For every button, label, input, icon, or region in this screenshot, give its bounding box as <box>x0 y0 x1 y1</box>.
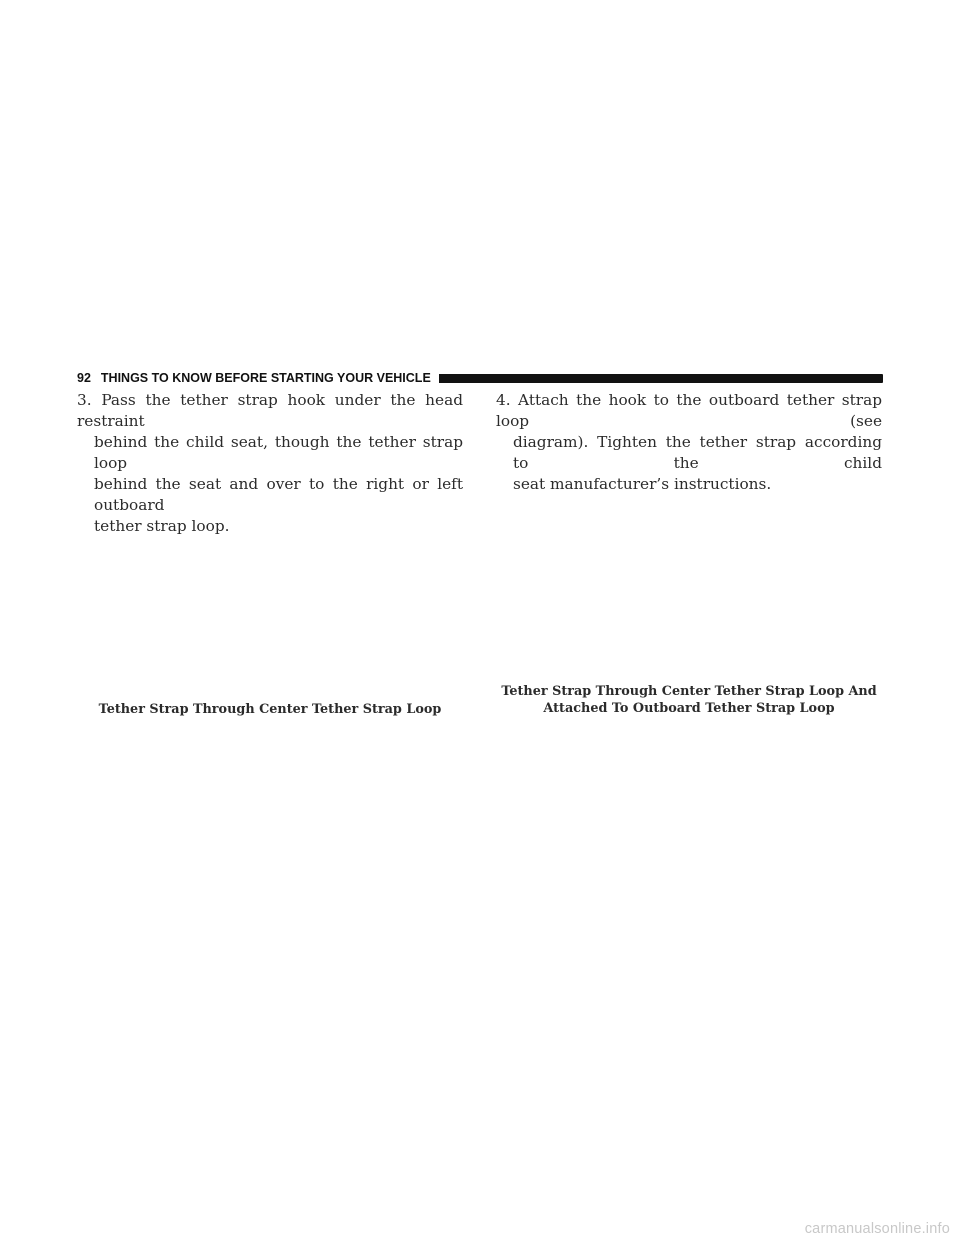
caption-line: Attached To Outboard Tether Strap Loop <box>543 701 835 716</box>
step-4-line: 4. Attach the hook to the outboard tether strap loop (see <box>496 391 882 430</box>
figure-caption-left <box>77 701 463 718</box>
caption-line: Tether Strap Through Center Tether Strap Loop <box>98 702 442 717</box>
step-3-line: behind the child seat, though the tether strap loop <box>94 433 463 472</box>
watermark: carmanualsonline.info <box>804 1221 950 1237</box>
figure-left-placeholder <box>77 480 463 695</box>
caption-line: Tether Strap Through Center Tether Strap Loop And <box>501 684 877 699</box>
page-header <box>77 371 883 385</box>
step-3-line: tether strap loop. <box>94 517 230 535</box>
step-3-line: behind the seat and over to the right or left outboard <box>94 475 463 514</box>
figure-right-placeholder <box>496 460 882 678</box>
header-rule <box>439 374 883 383</box>
page-number: 92 <box>77 371 91 385</box>
figure-caption-right <box>496 683 882 717</box>
step-3-line: 3. Pass the tether strap hook under the head restraint <box>77 391 463 430</box>
step-4-line: seat manufacturer’s instructions. <box>513 475 772 493</box>
section-title: THINGS TO KNOW BEFORE STARTING YOUR VEHICLE <box>100 371 431 385</box>
step-4-line: diagram). Tighten the tether strap according to the child <box>513 433 882 472</box>
